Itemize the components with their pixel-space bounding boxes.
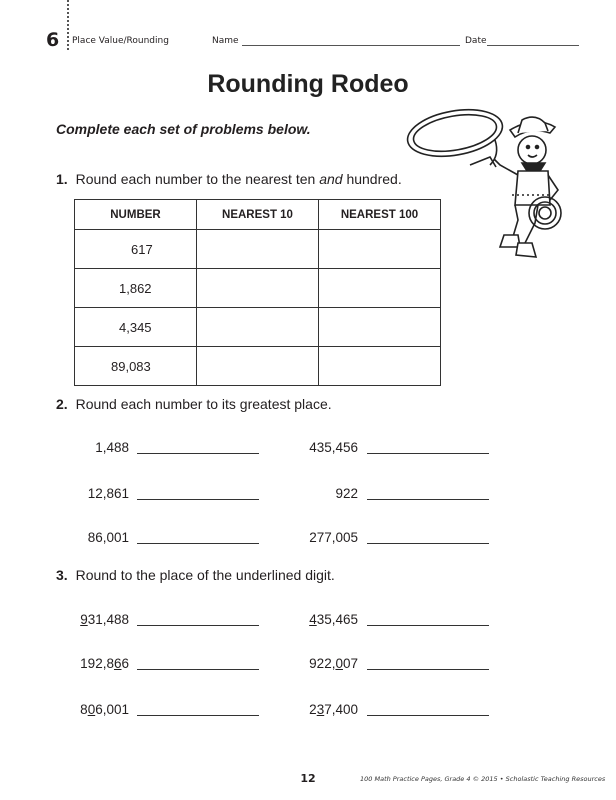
date-label: Date xyxy=(465,36,487,46)
rounding-table xyxy=(74,199,441,386)
answer-line[interactable] xyxy=(367,715,489,716)
number-cell: 4,345 xyxy=(75,308,197,347)
nearest-100-answer-cell[interactable] xyxy=(318,308,440,347)
problem-number: 435,465 xyxy=(309,612,358,627)
table-row xyxy=(75,347,441,386)
instructions: Complete each set of problems below. xyxy=(56,121,311,137)
page-number: 12 xyxy=(300,772,316,785)
nearest-10-answer-cell[interactable] xyxy=(197,230,319,269)
question-2-number: 2. xyxy=(56,396,68,412)
nearest-10-answer-cell[interactable] xyxy=(197,308,319,347)
problem-number: 931,488 xyxy=(80,612,129,627)
question-3-number: 3. xyxy=(56,567,68,583)
answer-line[interactable] xyxy=(367,499,489,500)
question-1-number: 1. xyxy=(56,171,68,187)
page-title: Rounding Rodeo xyxy=(207,70,409,98)
problem-number: 806,001 xyxy=(80,702,129,717)
underlined-digit: 3 xyxy=(316,702,325,717)
question-1-text-italic: and xyxy=(319,171,343,187)
nearest-100-answer-cell[interactable] xyxy=(318,230,440,269)
problem-number: 922 xyxy=(335,486,358,501)
problem-number: 237,400 xyxy=(309,702,358,717)
dotted-margin-line xyxy=(67,0,69,50)
unit-number: 6 xyxy=(46,29,60,51)
question-1 xyxy=(56,171,402,187)
number-cell: 617 xyxy=(75,230,197,269)
nearest-100-answer-cell[interactable] xyxy=(318,269,440,308)
answer-line[interactable] xyxy=(137,715,259,716)
underlined-digit: 9 xyxy=(80,612,88,627)
number-cell: 1,862 xyxy=(75,269,197,308)
problem-number: 86,001 xyxy=(87,530,129,545)
nearest-100-answer-cell[interactable] xyxy=(318,347,440,386)
answer-line[interactable] xyxy=(137,543,259,544)
question-3-text: Round to the place of the underlined digit. xyxy=(75,567,335,583)
underlined-digit: 0 xyxy=(87,702,96,717)
underlined-digit: 6 xyxy=(113,656,122,671)
table-row xyxy=(75,269,441,308)
problem-number: 922,007 xyxy=(309,656,358,671)
footer-credit: 100 Math Practice Pages, Grade 4 © 2015 • Scholastic Teaching Resources xyxy=(360,775,606,783)
answer-line[interactable] xyxy=(367,453,489,454)
table-header-row xyxy=(75,200,441,230)
underlined-digit: 4 xyxy=(309,612,317,627)
name-label: Name xyxy=(212,36,239,46)
answer-line[interactable] xyxy=(137,625,259,626)
unit-label: Place Value/Rounding xyxy=(72,36,169,46)
question-2-text: Round each number to its greatest place. xyxy=(75,396,332,412)
answer-line[interactable] xyxy=(367,543,489,544)
problem-number: 435,456 xyxy=(309,440,358,455)
question-1-text-before: Round each number to the nearest ten xyxy=(75,171,316,187)
answer-line[interactable] xyxy=(367,669,489,670)
nearest-10-answer-cell[interactable] xyxy=(197,269,319,308)
column-header-nearest-10: NEAREST 10 xyxy=(197,200,319,230)
question-3 xyxy=(56,567,335,583)
underlined-digit: 0 xyxy=(335,656,343,671)
number-cell: 89,083 xyxy=(75,347,197,386)
nearest-10-answer-cell[interactable] xyxy=(197,347,319,386)
date-field[interactable] xyxy=(487,45,579,46)
answer-line[interactable] xyxy=(367,625,489,626)
column-header-nearest-100: NEAREST 100 xyxy=(318,200,440,230)
problem-number: 12,861 xyxy=(87,486,129,501)
problem-number: 192,866 xyxy=(80,656,129,671)
table-row xyxy=(75,230,441,269)
answer-line[interactable] xyxy=(137,499,259,500)
problem-number: 1,488 xyxy=(95,440,129,455)
table-row xyxy=(75,308,441,347)
answer-line[interactable] xyxy=(137,669,259,670)
problem-number: 277,005 xyxy=(309,530,358,545)
question-1-text-after: hundred. xyxy=(346,171,402,187)
name-field[interactable] xyxy=(242,45,460,46)
question-2 xyxy=(56,396,332,412)
answer-line[interactable] xyxy=(137,453,259,454)
column-header-number: NUMBER xyxy=(75,200,197,230)
